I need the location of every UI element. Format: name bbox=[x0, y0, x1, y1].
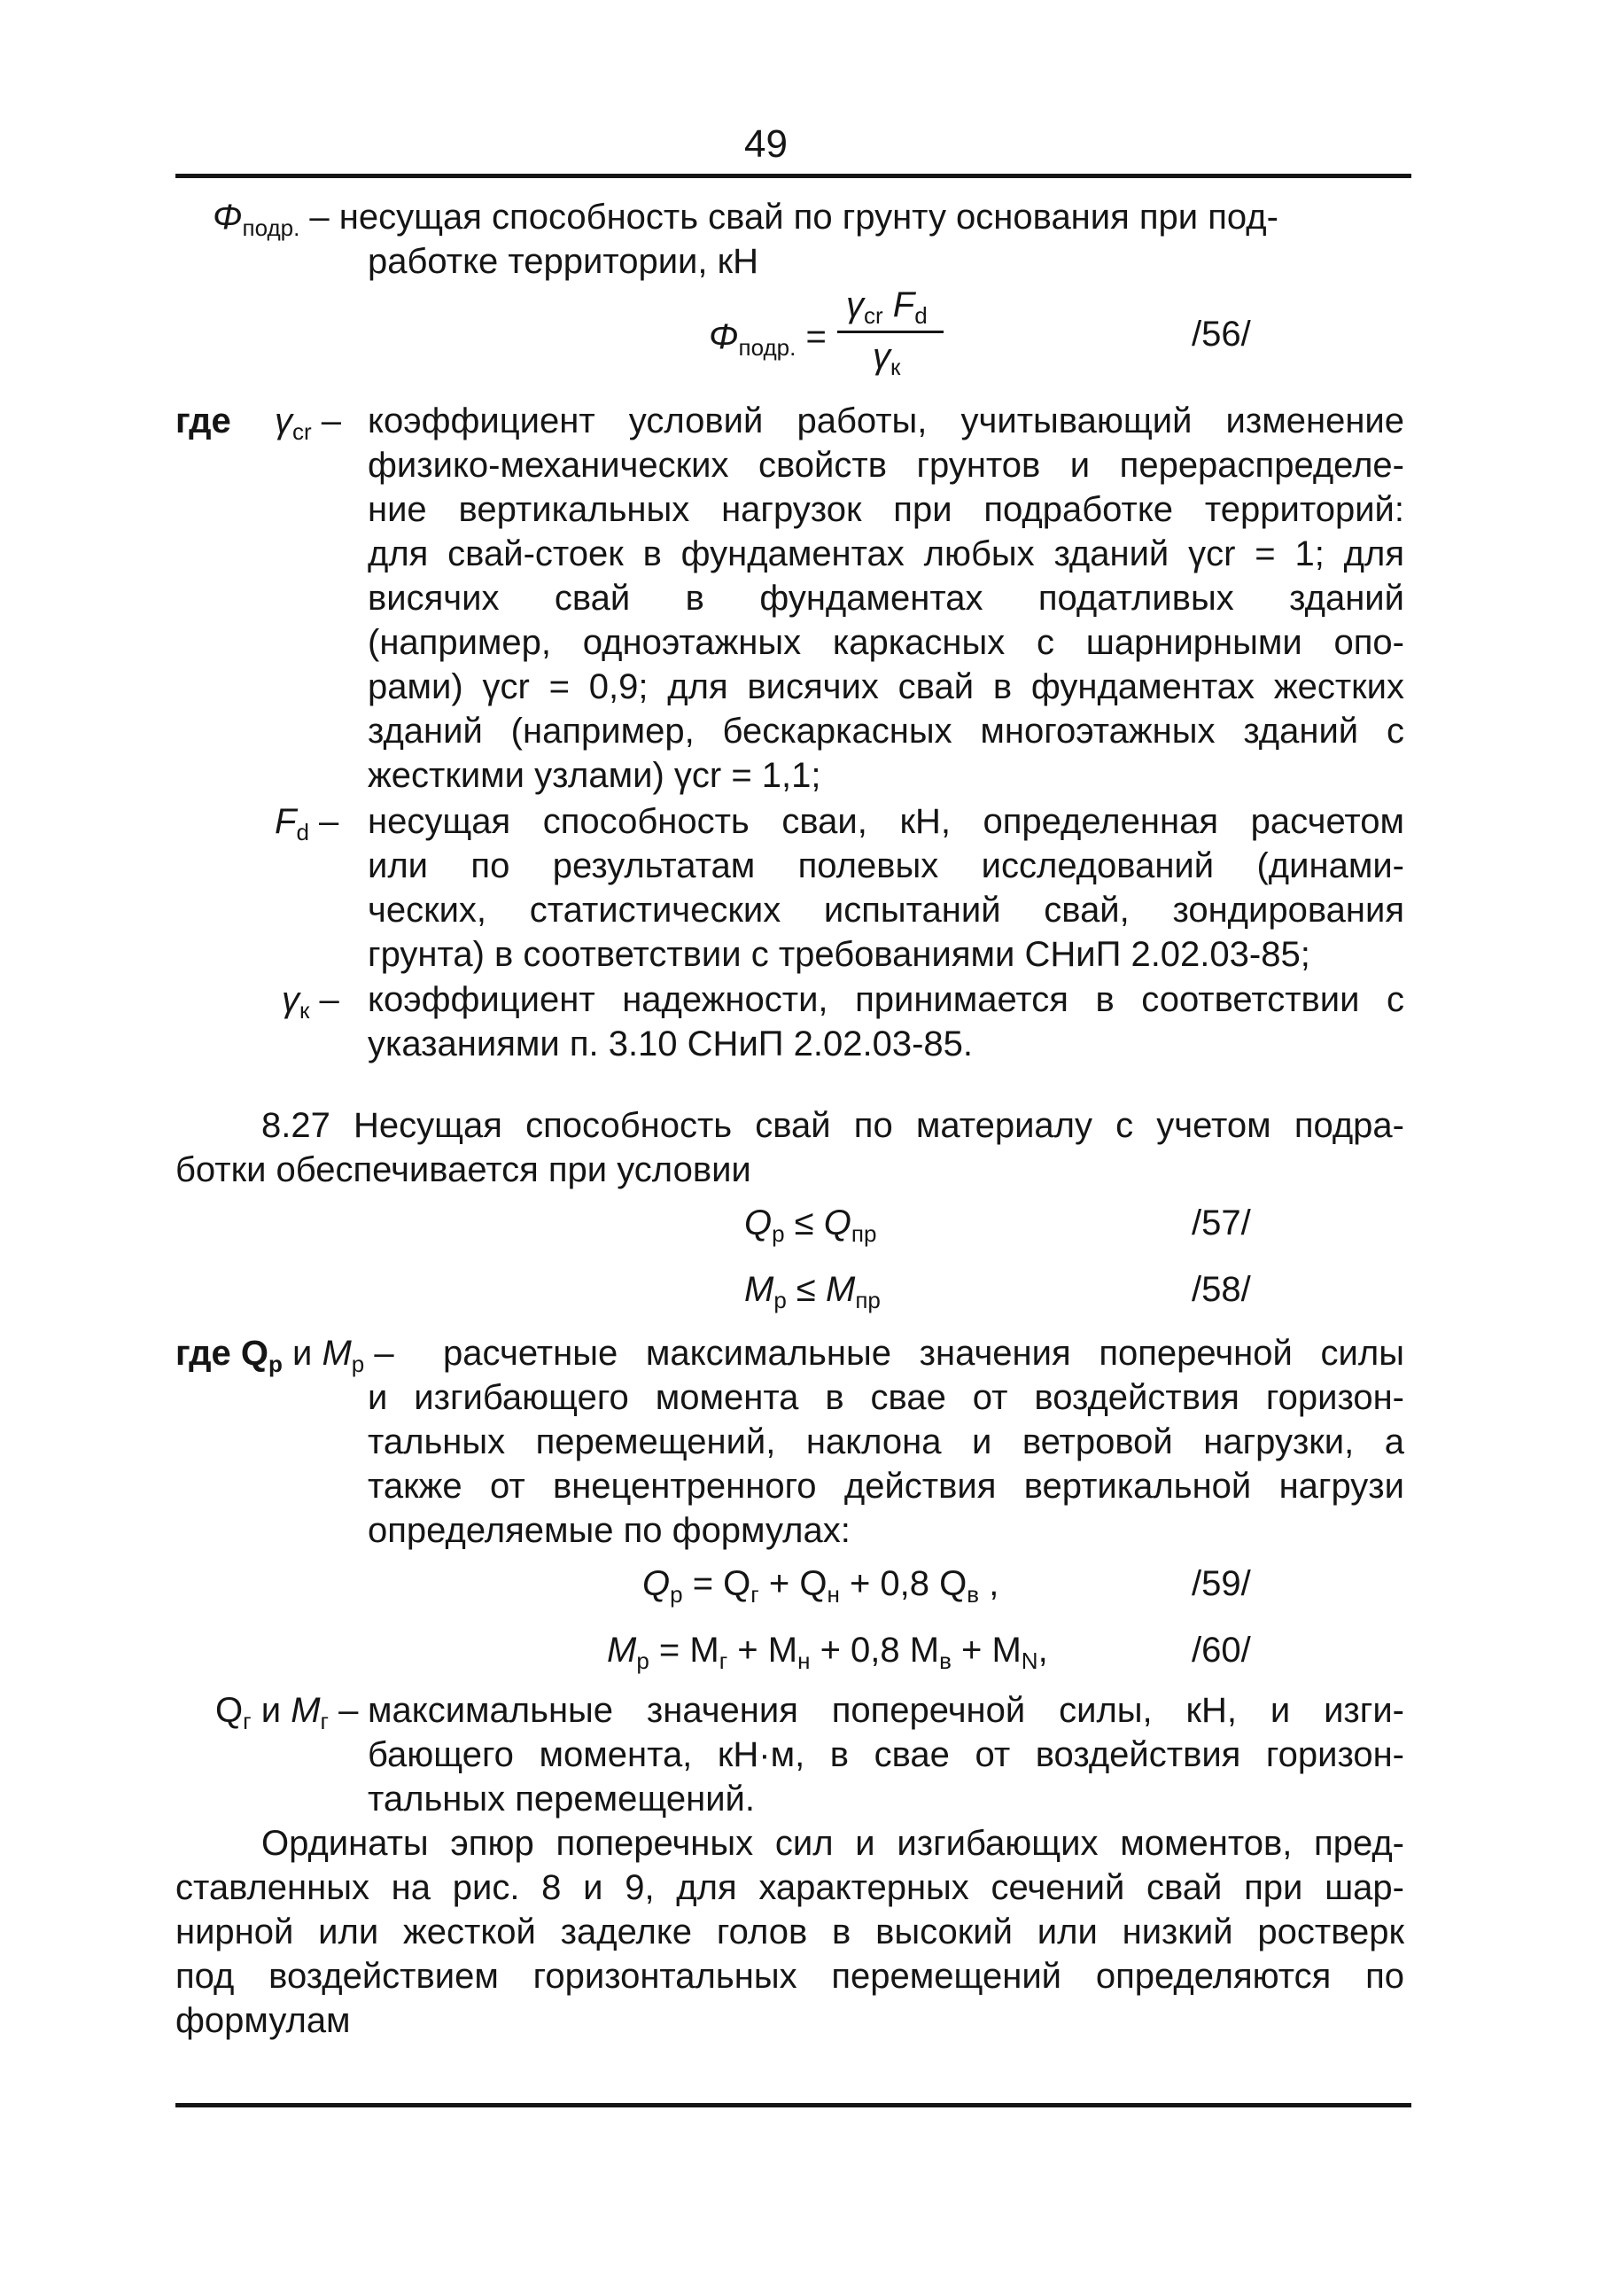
section-8-27-line-1: 8.27 Несущая способность свай по материалу с учетом подра- bbox=[261, 1106, 1404, 1145]
qp-mp-line-4: также от внецентренного действия вертикальной нагрузи bbox=[368, 1467, 1404, 1506]
fd-line-2: или по результатам полевых исследований (динами- bbox=[368, 846, 1404, 885]
gde-qp-mp: где $Q_р$ и $M_р$ – bbox=[175, 1334, 394, 1377]
gamma-cr-line-8: зданий (например, бескаркасных многоэтажных зданий с bbox=[368, 712, 1404, 751]
gamma-cr-line-4: для свай-стоек в фундаментах любых зданий γcr = 1; для bbox=[368, 534, 1404, 573]
fd-symbol: $F_d$ – bbox=[275, 802, 339, 845]
qg-mg-lead: $Q_г$ и $M_г$ – bbox=[215, 1691, 359, 1734]
gamma-cr-line-1: коэффициент условий работы, учитывающий изменение bbox=[368, 401, 1404, 440]
phi-definition-line-2: работке территории, кН bbox=[368, 242, 759, 281]
eq59-tag: /59/ bbox=[1192, 1564, 1251, 1603]
qp-mp-line-1: расчетные максимальные значения поперечной силы bbox=[443, 1334, 1404, 1373]
eq60-tag: /60/ bbox=[1192, 1631, 1251, 1670]
phi-definition-line-1: $\Phi_{подр.}$ – несущая способность свай по грунту основания при под- bbox=[213, 198, 1278, 241]
section-8-27-line-2: ботки обеспечивается при условии bbox=[175, 1150, 751, 1189]
fd-line-1: несущая способность сваи, кН, определенная расчетом bbox=[368, 802, 1404, 841]
gamma-cr-line-9: жесткими узлами) γcr = 1,1; bbox=[368, 756, 821, 795]
qp-mp-line-2: и изгибающего момента в свае от воздействия горизон- bbox=[368, 1378, 1404, 1417]
eq59: $Q_р = Q_г + Q_н + 0,8$ $Q_в$ , bbox=[642, 1564, 999, 1608]
footer-rule bbox=[175, 2103, 1411, 2107]
gde-label: где bbox=[175, 401, 231, 440]
eq57: $Q_р \le Q_{пр}$ bbox=[744, 1203, 877, 1247]
gamma-cr-symbol: $\gamma_{cr}$ – bbox=[275, 401, 342, 445]
gamma-cr-line-6: (например, одноэтажных каркасных с шарнирными опо- bbox=[368, 623, 1404, 662]
eq58: $M_р \le M_{пр}$ bbox=[744, 1270, 881, 1313]
qp-mp-line-5: определяемые по формулах: bbox=[368, 1511, 851, 1550]
gamma-k-line-1: коэффициент надежности, принимается в соответствии с bbox=[368, 980, 1404, 1019]
eq57-tag: /57/ bbox=[1192, 1203, 1251, 1242]
eq56-fraction-bar bbox=[837, 331, 944, 333]
eq56-denominator: $\gamma_к$ bbox=[873, 337, 901, 380]
qg-mg-line-1: максимальные значения поперечной силы, кН, и изги- bbox=[368, 1691, 1404, 1730]
header-rule bbox=[175, 174, 1411, 178]
gamma-k-line-2: указаниями п. 3.10 СНиП 2.02.03-85. bbox=[368, 1024, 974, 1063]
final-line-5: формулам bbox=[175, 2001, 351, 2040]
fd-line-3: ческих, статистических испытаний свай, зондирования bbox=[368, 891, 1404, 930]
gamma-k-symbol: $\gamma_к$ – bbox=[282, 980, 339, 1024]
final-line-2: ставленных на рис. 8 и 9, для характерных сечений свай при шар- bbox=[175, 1868, 1404, 1907]
fd-line-4: грунта) в соответствии с требованиями СНиП 2.02.03-85; bbox=[368, 935, 1310, 974]
eq56-lhs: $\Phi_{подр.}$ = bbox=[709, 317, 827, 361]
qg-mg-line-2: бающего момента, кН·м, в свае от воздействия горизон- bbox=[368, 1735, 1404, 1774]
final-line-4: под воздействием горизонтальных перемещений определяются по bbox=[175, 1957, 1404, 1996]
gamma-cr-line-7: рами) γcr = 0,9; для висячих свай в фундаментах жестких bbox=[368, 667, 1404, 706]
page-number: 49 bbox=[744, 122, 788, 166]
final-line-3: нирной или жесткой заделке голов в высокий или низкий ростверк bbox=[175, 1912, 1404, 1951]
eq60: $M_р = M_г + M_н + 0,8$ $M_в + M_N$, bbox=[607, 1631, 1048, 1674]
eq58-tag: /58/ bbox=[1192, 1270, 1251, 1309]
eq56-numerator: $\gamma_{cr}$ $F_d$ bbox=[846, 285, 928, 329]
qg-mg-line-3: тальных перемещений. bbox=[368, 1780, 755, 1819]
gamma-cr-line-5: висячих свай в фундаментах податливых зданий bbox=[368, 579, 1404, 618]
eq56-tag: /56/ bbox=[1192, 315, 1251, 354]
gamma-cr-line-2: физико-механических свойств грунтов и перераспределе- bbox=[368, 446, 1404, 485]
final-line-1: Ординаты эпюр поперечных сил и изгибающих моментов, пред- bbox=[261, 1824, 1404, 1863]
gamma-cr-line-3: ние вертикальных нагрузок при подработке территорий: bbox=[368, 490, 1404, 529]
qp-mp-line-3: тальных перемещений, наклона и ветровой нагрузки, а bbox=[368, 1422, 1404, 1461]
